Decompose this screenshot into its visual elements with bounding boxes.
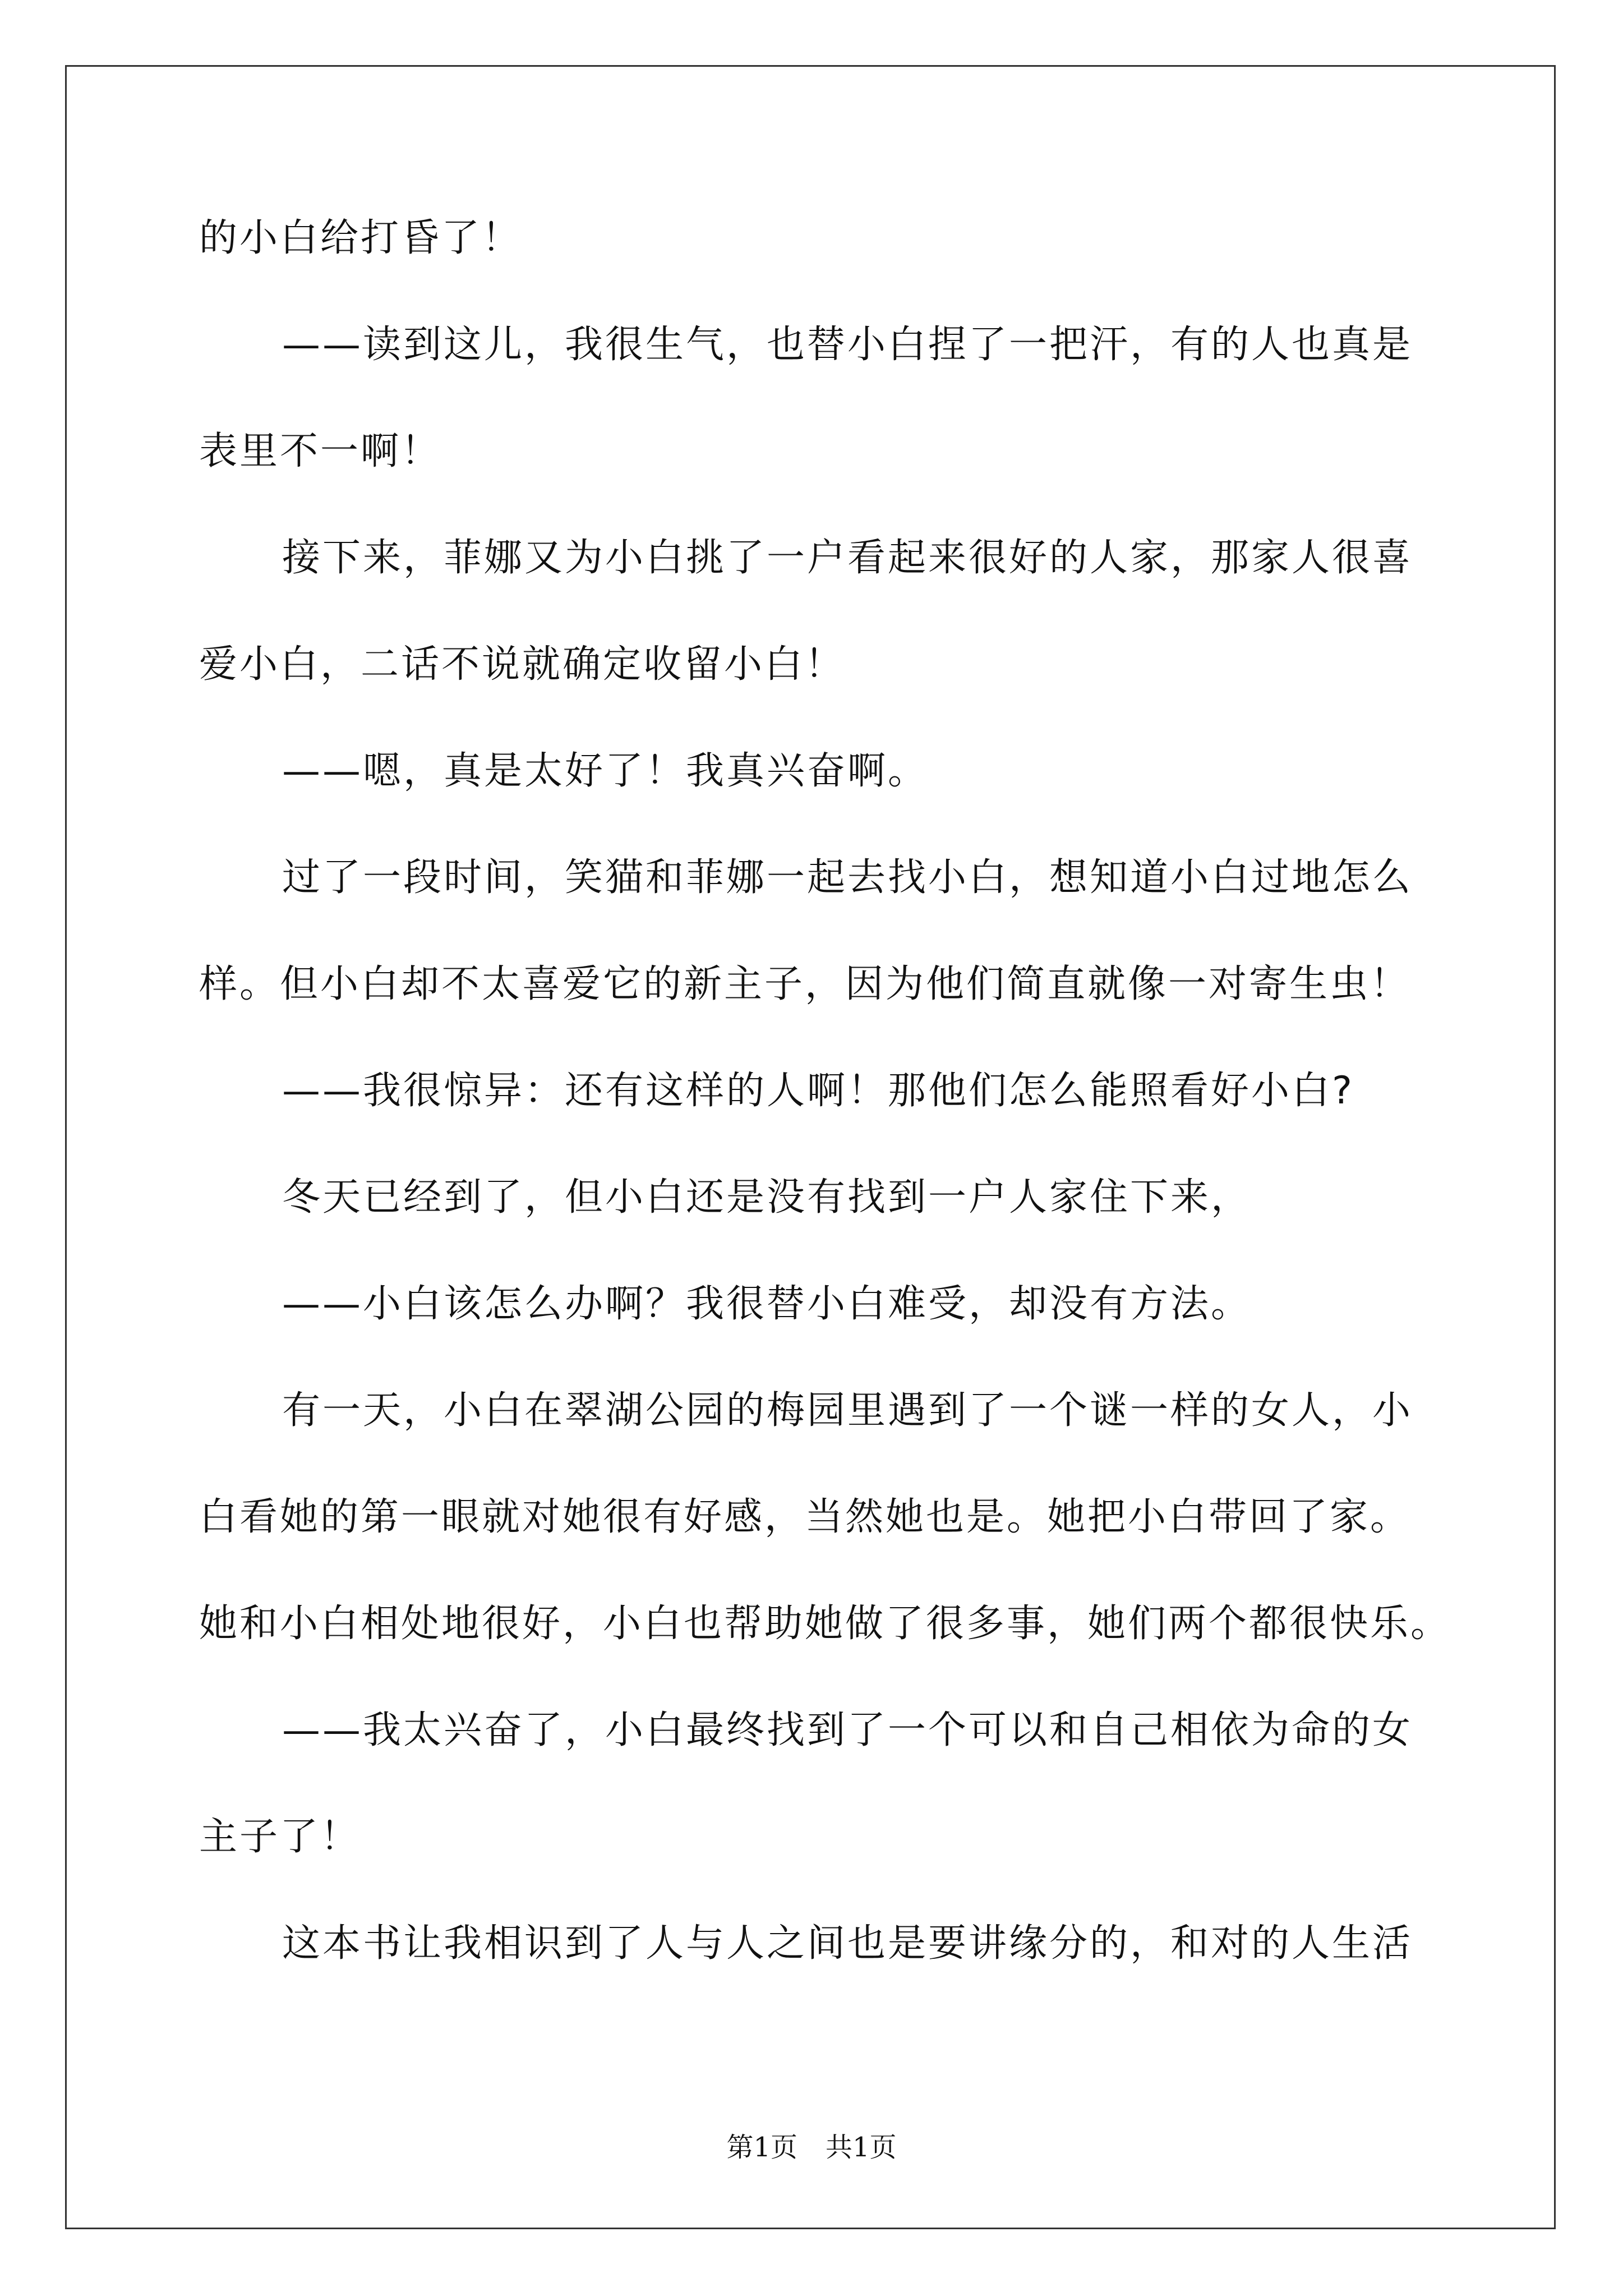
text-line: 的小白给打昏了！ <box>199 216 523 260</box>
text-line: 主子了！ <box>199 1815 361 1859</box>
text-line: 样。但小白却不太喜爱它的新主子，因为他们简直就像一对寄生虫！ <box>199 962 1411 1006</box>
text-line: 过了一段时间，笑猫和菲娜一起去找小白，想知道小白过地怎么 <box>282 855 1413 900</box>
text-line: 冬天已经到了，但小白还是没有找到一户人家住下来， <box>282 1175 1252 1220</box>
text-line: ——读到这儿，我很生气，也替小白捏了一把汗，有的人也真是 <box>282 323 1413 367</box>
text-line: 有一天，小白在翠湖公园的梅园里遇到了一个谜一样的女人，小 <box>282 1388 1413 1433</box>
page-number-total: 共1页 <box>826 2132 897 2163</box>
text-line: ——我太兴奋了，小白最终找到了一个可以和自己相依为命的女 <box>282 1708 1413 1752</box>
text-line: 表里不一啊！ <box>199 429 442 473</box>
document-body <box>199 216 1451 2028</box>
text-line: ——嗯，真是太好了！我真兴奋啊。 <box>282 749 929 793</box>
text-line: ——小白该怎么办啊？我很替小白难受，却没有方法。 <box>282 1282 1252 1326</box>
text-line: 爱小白，二话不说就确定收留小白！ <box>199 642 846 687</box>
text-line: 她和小白相处地很好，小白也帮助她做了很多事，她们两个都很快乐。 <box>199 1602 1451 1646</box>
text-line: 这本书让我相识到了人与人之间也是要讲缘分的，和对的人生活 <box>282 1921 1413 1966</box>
page-number-current: 第1页 <box>726 2132 797 2163</box>
text-line: 接下来，菲娜又为小白挑了一户看起来很好的人家，那家人很喜 <box>282 536 1413 580</box>
page-footer <box>0 2131 1623 2164</box>
text-line: 白看她的第一眼就对她很有好感，当然她也是。她把小白带回了家。 <box>199 1495 1411 1539</box>
text-line: ——我很惊异：还有这样的人啊！那他们怎么能照看好小白? <box>282 1069 1355 1113</box>
